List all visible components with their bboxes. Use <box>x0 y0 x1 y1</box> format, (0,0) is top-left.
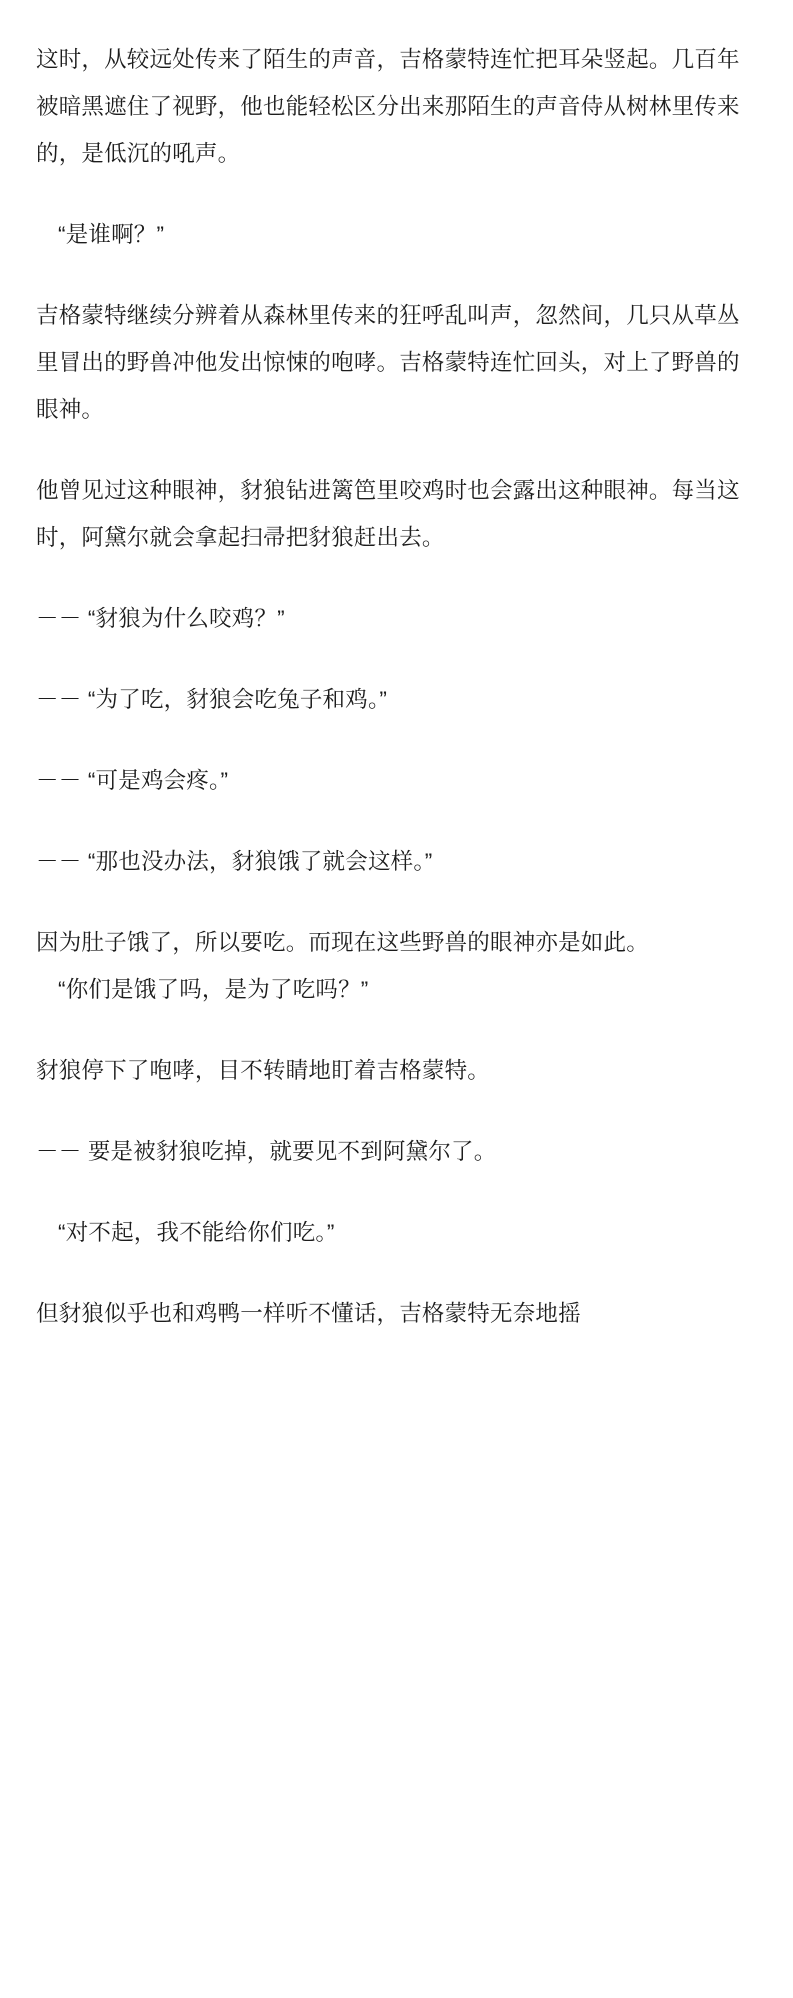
paragraph: “对不起，我不能给你们吃。” <box>58 1220 335 1245</box>
paragraph: 他曾见过这种眼神，豺狼钻进篱笆里咬鸡时也会露出这种眼神。每当这时，阿黛尔就会拿起扫帚把豺狼赶出去。 <box>36 478 740 550</box>
paragraph: －－ “豺狼为什么咬鸡？” <box>36 606 285 631</box>
paragraph: 因为肚子饿了，所以要吃。而现在这些野兽的眼神亦是如此。 <box>36 930 649 955</box>
paragraph: 但豺狼似乎也和鸡鸭一样听不懂话，吉格蒙特无奈地摇 <box>36 1301 581 1326</box>
paragraph: －－ 要是被豺狼吃掉，就要见不到阿黛尔了。 <box>36 1139 497 1164</box>
paragraph: 吉格蒙特继续分辨着从森林里传来的狂呼乱叫声，忽然间，几只从草丛里冒出的野兽冲他发出惊悚的咆哮。吉格蒙特连忙回头，对上了野兽的眼神。 <box>36 303 740 422</box>
paragraph: －－ “为了吃，豺狼会吃兔子和鸡。” <box>36 687 388 712</box>
paragraph: 这时，从较远处传来了陌生的声音，吉格蒙特连忙把耳朵竖起。几百年被暗黑遮住了视野，他也能轻松区分出来那陌生的声音侍从树林里传来的，是低沉的吼声。 <box>36 47 740 166</box>
paragraph: 豺狼停下了咆哮，目不转睛地盯着吉格蒙特。 <box>36 1058 491 1083</box>
paragraph: －－ “那也没办法，豺狼饿了就会这样。” <box>36 849 433 874</box>
paragraph: －－ “可是鸡会疼。” <box>36 768 229 793</box>
paragraph: “是谁啊？” <box>58 222 165 247</box>
paragraph: “你们是饿了吗，是为了吃吗？” <box>58 977 369 1002</box>
